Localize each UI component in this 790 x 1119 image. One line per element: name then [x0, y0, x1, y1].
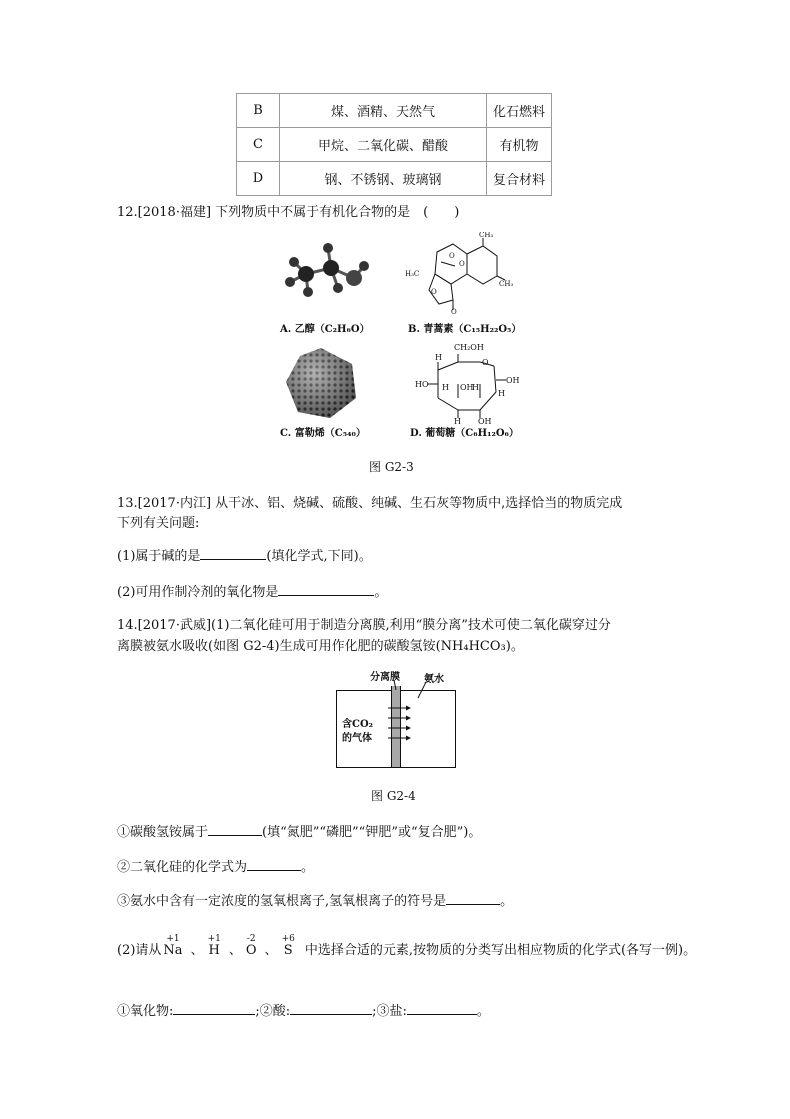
- glucose-structure-icon: [408, 340, 520, 426]
- element-item: +1 H: [207, 934, 221, 958]
- s1-prefix: ①碳酸氢铵属于: [117, 825, 209, 840]
- part-2-prefix: (2)请从: [117, 943, 162, 958]
- table-cell: B: [237, 94, 280, 128]
- option-a-label: A. 乙醇（C₂H₆O）: [280, 324, 370, 335]
- question-14-s2: [117, 856, 314, 875]
- table-cell: 有机物: [487, 128, 552, 162]
- element-item: +1 Na: [163, 934, 183, 958]
- question-13-sub-1: [117, 545, 372, 564]
- question-14-s1: [117, 821, 481, 840]
- svg-text:OH: OH: [478, 417, 492, 426]
- table-row: [237, 128, 552, 162]
- table-cell: 化石燃料: [487, 94, 552, 128]
- option-d-label: D. 葡萄糖（C₆H₁₂O₆）: [410, 428, 519, 439]
- svg-text:CH₃: CH₃: [499, 280, 514, 288]
- sub-2-prefix: (2)可用作制冷剂的氧化物是: [117, 585, 279, 600]
- answer-blank[interactable]: [200, 546, 266, 560]
- svg-text:H₃C: H₃C: [405, 270, 420, 278]
- table-row: [237, 94, 552, 128]
- salt-label: ;③盐:: [372, 1004, 407, 1019]
- svg-text:O: O: [482, 358, 489, 367]
- answer-blank[interactable]: [446, 891, 500, 905]
- svg-text:CH₃: CH₃: [479, 232, 494, 239]
- question-14-line-1: 14.[2017·武威](1)二氧化硅可用于制造分离膜,利用“膜分离”技术可使二氧化碳穿过分: [117, 618, 611, 633]
- figure-caption: 图 G2-4: [371, 789, 416, 803]
- ethanol-model-icon: [276, 234, 376, 306]
- table-row: [237, 162, 552, 196]
- question-14-answers: [117, 1000, 490, 1019]
- sub-1-prefix: (1)属于碱的是: [117, 549, 201, 564]
- gas-label-2: 的气体: [342, 733, 372, 744]
- svg-text:OH: OH: [506, 376, 520, 385]
- acid-label: ;②酸:: [255, 1004, 291, 1019]
- s3-prefix: ③氨水中含有一定浓度的氢氧根离子,氢氧根离子的符号是: [117, 894, 447, 909]
- s3-suffix: 。: [500, 894, 514, 909]
- separator: 、: [190, 943, 204, 958]
- option-c-label: C. 富勒烯（C₅₄₀）: [280, 428, 366, 439]
- option-b-label: B. 青蒿素（C₁₅H₂₂O₅）: [408, 324, 522, 335]
- table-cell: C: [237, 128, 280, 162]
- sub-1-suffix: (填化学式,下同)。: [266, 549, 372, 564]
- answer-blank[interactable]: [208, 822, 262, 836]
- part-2-suffix: 中选择合适的元素,按物质的分类写出相应物质的化学式(各写一例)。: [304, 943, 697, 958]
- separator: 、: [264, 943, 278, 958]
- svg-text:H: H: [472, 383, 479, 392]
- answer-blank[interactable]: [290, 1001, 372, 1015]
- answers-end: 。: [476, 1004, 490, 1019]
- question-14-line-2: 离膜被氨水吸收(如图 G2-4)生成可用作化肥的碳酸氢铵(NH₄HCO₃)。: [117, 639, 524, 654]
- svg-text:O: O: [431, 288, 437, 296]
- figure-g2-4: [334, 666, 458, 770]
- svg-text:O: O: [459, 260, 465, 268]
- s2-prefix: ②二氧化硅的化学式为: [117, 860, 248, 875]
- svg-text:O: O: [451, 308, 457, 314]
- table-cell: 甲烷、二氧化碳、醋酸: [280, 128, 487, 162]
- svg-text:H: H: [442, 383, 449, 392]
- svg-text:H: H: [498, 389, 505, 398]
- artemisinin-structure-icon: [405, 232, 515, 314]
- oxide-label: ①氧化物:: [117, 1004, 174, 1019]
- question-14-s3: [117, 890, 513, 909]
- element-item: -2 O: [245, 934, 257, 958]
- table-cell: 煤、酒精、天然气: [280, 94, 487, 128]
- figure-caption: 图 G2-3: [369, 460, 414, 474]
- question-12: 12.[2018·福建] 下列物质中不属于有机化合物的是 ( ): [117, 205, 460, 220]
- question-13-line-2: 下列有关问题:: [117, 516, 200, 531]
- answer-blank[interactable]: [173, 1001, 255, 1015]
- classification-table: [236, 93, 552, 196]
- answer-blank[interactable]: [407, 1001, 477, 1015]
- gas-label-1: 含CO₂: [342, 719, 374, 730]
- svg-text:HO: HO: [415, 380, 429, 389]
- svg-text:CH₂OH: CH₂OH: [454, 343, 484, 352]
- separator: 、: [228, 943, 242, 958]
- element-list: [163, 935, 302, 958]
- question-14-part-2: [117, 935, 696, 958]
- figure-g2-3: [270, 228, 530, 443]
- s2-suffix: 。: [301, 860, 315, 875]
- s1-suffix: (填“氮肥”“磷肥”“钾肥”或“复合肥”)。: [262, 825, 482, 840]
- table-cell: D: [237, 162, 280, 196]
- table-cell: 钢、不锈钢、玻璃钢: [280, 162, 487, 196]
- question-13-line-1: 13.[2017·内江] 从干冰、铝、烧碱、硫酸、纯碱、生石灰等物质中,选择恰当的物质完成: [117, 496, 623, 511]
- svg-text:H: H: [454, 417, 461, 426]
- svg-text:H: H: [435, 353, 442, 362]
- fullerene-model-icon: [284, 346, 358, 420]
- ammonia-label: 氨水: [424, 674, 444, 685]
- table-cell: 复合材料: [487, 162, 552, 196]
- element-item: +6 S: [281, 934, 295, 958]
- answer-blank[interactable]: [247, 857, 301, 871]
- question-13-sub-2: [117, 581, 387, 600]
- membrane-label: 分离膜: [370, 672, 400, 683]
- sub-2-suffix: 。: [374, 585, 388, 600]
- svg-text:OH: OH: [460, 383, 474, 392]
- svg-text:O: O: [449, 252, 455, 260]
- answer-blank[interactable]: [278, 582, 374, 596]
